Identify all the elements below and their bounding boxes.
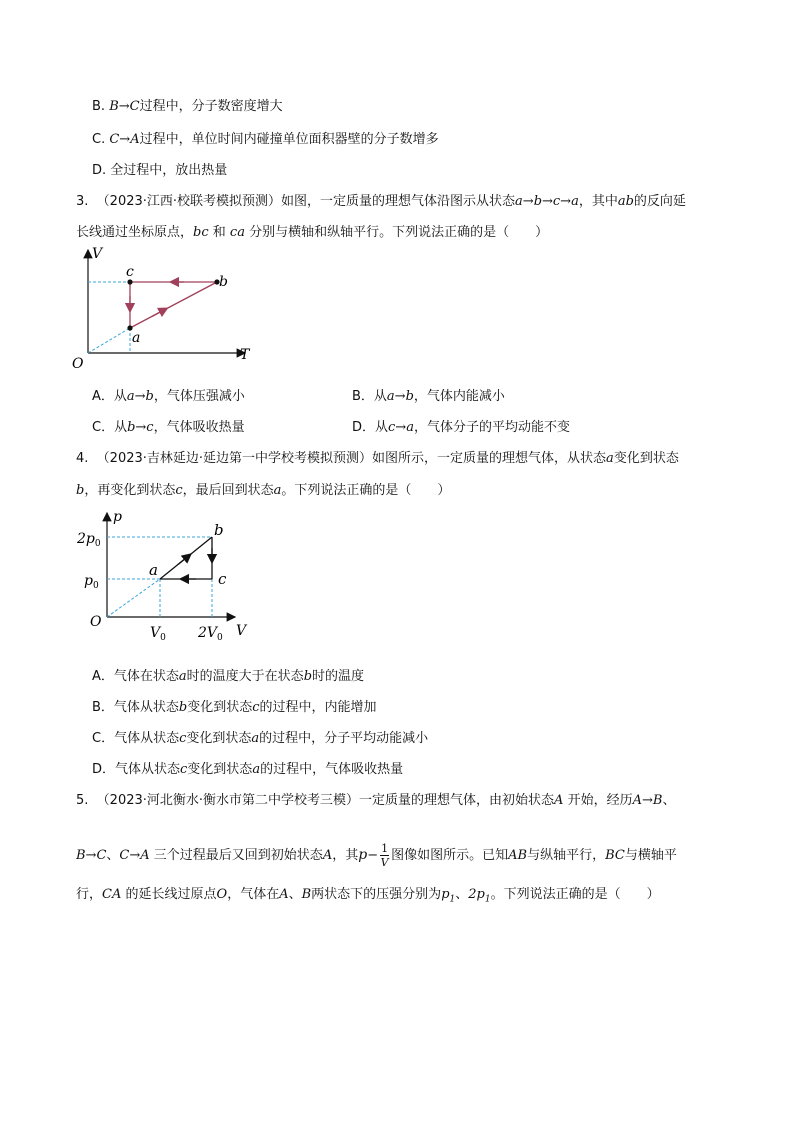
math-inline: A→B	[632, 793, 663, 808]
math-inline: a→b→c→a	[515, 194, 579, 209]
stem-text: 三个过程最后又回到初始状态	[153, 848, 323, 863]
option-text: ，气体压强减小	[153, 389, 245, 404]
math-inline: b	[303, 669, 313, 684]
stem-text: 图像如图所示。已知	[391, 848, 509, 863]
option-text: ，气体内能减小	[413, 389, 505, 404]
math-inline: a	[252, 762, 261, 777]
stem-text: 、	[662, 793, 676, 808]
math-inline: b	[178, 700, 188, 715]
math-inline: c	[175, 483, 183, 498]
q4-option-b	[92, 699, 377, 717]
axis-label-t: T	[240, 347, 250, 363]
question-number: 3.	[76, 194, 89, 209]
math-inline: a	[606, 451, 614, 466]
math-inline: a	[251, 731, 260, 746]
stem-text: 变化到状态	[613, 451, 679, 466]
option-label: D.	[92, 163, 107, 178]
q3-stem-line-1	[76, 193, 686, 211]
math-inline: 2p	[468, 887, 485, 902]
stem-text: 。下列说法正确的是（ ）	[281, 483, 451, 498]
stem-text: ，气体在	[227, 887, 280, 902]
option-text: 过程中，单位时间内碰撞单位面积器壁的分子数增多	[139, 132, 439, 147]
option-text: 变化到状态	[186, 731, 252, 746]
question-source: （2023·吉林延边·延边第一中学校考模拟预测）	[96, 451, 373, 466]
q3-option-a	[92, 388, 245, 406]
math-inline: a	[273, 483, 282, 498]
question-source: （2023·江西·校联考模拟预测）	[96, 194, 282, 209]
math-inline: c	[179, 731, 187, 746]
q2-option-c	[92, 131, 439, 149]
stem-text: 分别与横轴和纵轴平行。下列说法正确的是（ ）	[249, 225, 549, 240]
option-text: 全过程中，放出热量	[110, 163, 228, 178]
q3-option-b	[352, 388, 505, 406]
axis-label-p: p	[113, 509, 122, 525]
option-text: ，气体分子的平均动能不变	[413, 420, 570, 435]
math-inline: b	[76, 483, 85, 498]
stem-text: 的延长线过原点	[125, 887, 217, 902]
option-text: 变化到状态	[187, 762, 253, 777]
dashed-extension	[107, 579, 160, 617]
question-number: 5.	[76, 793, 89, 808]
stem-text: ，最后回到状态	[182, 483, 274, 498]
math-inline: b→c	[127, 420, 154, 435]
option-text: C．气体从状态	[92, 731, 180, 746]
option-text: 的过程中，气体吸收热量	[260, 762, 404, 777]
q4-pv-graph	[70, 505, 260, 650]
option-label: A．从	[92, 389, 127, 404]
stem-text: 长线通过坐标原点，	[76, 225, 194, 240]
axis-label-v: V	[92, 246, 103, 262]
stem-text: ，其中	[578, 194, 618, 209]
arrow-ab	[178, 556, 188, 564]
math-inline: c	[252, 700, 260, 715]
stem-text: 行，	[76, 887, 103, 902]
option-text: 过程中，分子数密度增大	[139, 99, 283, 114]
stem-text: 与纵轴平行，	[527, 848, 606, 863]
stem-text: 如图，一定质量的理想气体沿图示从状态	[281, 194, 516, 209]
math-inline: B	[301, 887, 312, 902]
stem-text: 的反向延	[633, 194, 686, 209]
math-inline: BC	[605, 848, 625, 863]
math-inline: a→b	[386, 389, 414, 404]
math-inline: a→b	[126, 389, 154, 404]
math-inline: a	[178, 669, 187, 684]
stem-text: ，再变化到状态	[84, 483, 176, 498]
option-text: 的过程中，分子平均动能减小	[259, 731, 429, 746]
option-label: B．从	[352, 389, 387, 404]
q5-stem-line-1	[76, 792, 675, 810]
fraction-numerator: 1	[381, 842, 389, 855]
fraction-1-over-v	[380, 842, 389, 869]
math-inline: −	[367, 848, 379, 863]
option-text: 变化到状态	[187, 700, 253, 715]
label-c: c	[218, 570, 227, 588]
math-inline: C→A	[109, 132, 140, 147]
math-inline: CA	[102, 887, 122, 902]
math-subscript: 1	[484, 894, 491, 905]
option-label: D．从	[352, 420, 389, 435]
option-text: 时的温度大于在状态	[186, 669, 304, 684]
tick-label-2p0: $2p_0$	[77, 531, 101, 549]
q4-option-a	[92, 668, 364, 686]
arrow-ab	[152, 310, 164, 316]
q3-option-c	[92, 419, 245, 437]
label-b: b	[219, 274, 228, 290]
tick-label-v0: $V_0$	[150, 625, 166, 643]
q4-option-d	[92, 761, 403, 779]
math-inline: A	[279, 887, 289, 902]
math-inline: B→C	[76, 848, 107, 863]
math-inline: ab	[617, 194, 634, 209]
label-a: a	[132, 330, 141, 346]
tick-label-p0: $p_0$	[84, 573, 99, 591]
option-label: B.	[92, 99, 106, 114]
stem-text: 、	[455, 887, 469, 902]
stem-text: 如图所示，一定质量的理想气体，从状态	[372, 451, 607, 466]
q3-option-d	[352, 419, 570, 437]
math-inline: p	[441, 887, 450, 902]
q4-stem-line-2	[76, 482, 450, 500]
math-subscript: 1	[449, 894, 456, 905]
math-inline: A	[322, 848, 333, 863]
label-c: c	[126, 264, 134, 280]
label-a: a	[149, 561, 158, 579]
math-inline: B→C	[109, 99, 140, 114]
stem-text: 、	[288, 887, 302, 902]
math-inline: c→a	[388, 420, 414, 435]
q5-stem-line-3	[76, 886, 660, 909]
math-inline: p	[358, 847, 368, 863]
math-inline: C→A	[119, 848, 150, 863]
dashed-extension	[88, 328, 130, 353]
origin-label: O	[72, 356, 84, 370]
math-inline: c	[180, 762, 188, 777]
stem-text: 一定质量的理想气体，由初始状态	[359, 793, 555, 808]
option-label: C.	[92, 132, 106, 147]
point-c	[127, 279, 132, 284]
stem-text: 和	[212, 225, 226, 240]
q5-stem-line-2	[76, 840, 677, 870]
option-text: B．气体从状态	[92, 700, 179, 715]
math-inline: bc	[193, 225, 209, 240]
math-inline: AB	[508, 848, 528, 863]
tick-label-2v0: $2V_0$	[198, 625, 223, 643]
q2-option-b	[92, 98, 283, 116]
option-text: 的过程中，内能增加	[259, 700, 377, 715]
fraction-denominator: V	[380, 856, 389, 869]
question-source: （2023·河北衡水·衡水市第二中学校考三模）	[96, 793, 360, 808]
axis-label-v: V	[236, 623, 247, 639]
q2-option-d	[92, 162, 227, 180]
label-b: b	[214, 521, 224, 539]
path-ab	[130, 282, 217, 328]
q4-stem-line-1	[76, 450, 679, 468]
origin-label: O	[90, 614, 102, 630]
question-number: 4.	[76, 451, 89, 466]
option-text: 时的温度	[312, 669, 365, 684]
stem-text: 、	[106, 848, 120, 863]
math-inline: ca	[229, 225, 245, 240]
stem-text: ，其	[332, 848, 359, 863]
option-text: A．气体在状态	[92, 669, 179, 684]
math-inline: O	[216, 887, 228, 902]
q4-option-c	[92, 730, 428, 748]
option-text: D．气体从状态	[92, 762, 181, 777]
option-text: ，气体吸收热量	[153, 420, 245, 435]
stem-text: 与横轴平	[624, 848, 677, 863]
option-label: C．从	[92, 420, 128, 435]
math-inline: A	[554, 793, 564, 808]
q3-vt-graph	[60, 240, 260, 370]
stem-text: 两状态下的压强分别为	[311, 887, 442, 902]
stem-text: 。下列说法正确的是（ ）	[490, 887, 660, 902]
stem-text: 开始，经历	[567, 793, 633, 808]
